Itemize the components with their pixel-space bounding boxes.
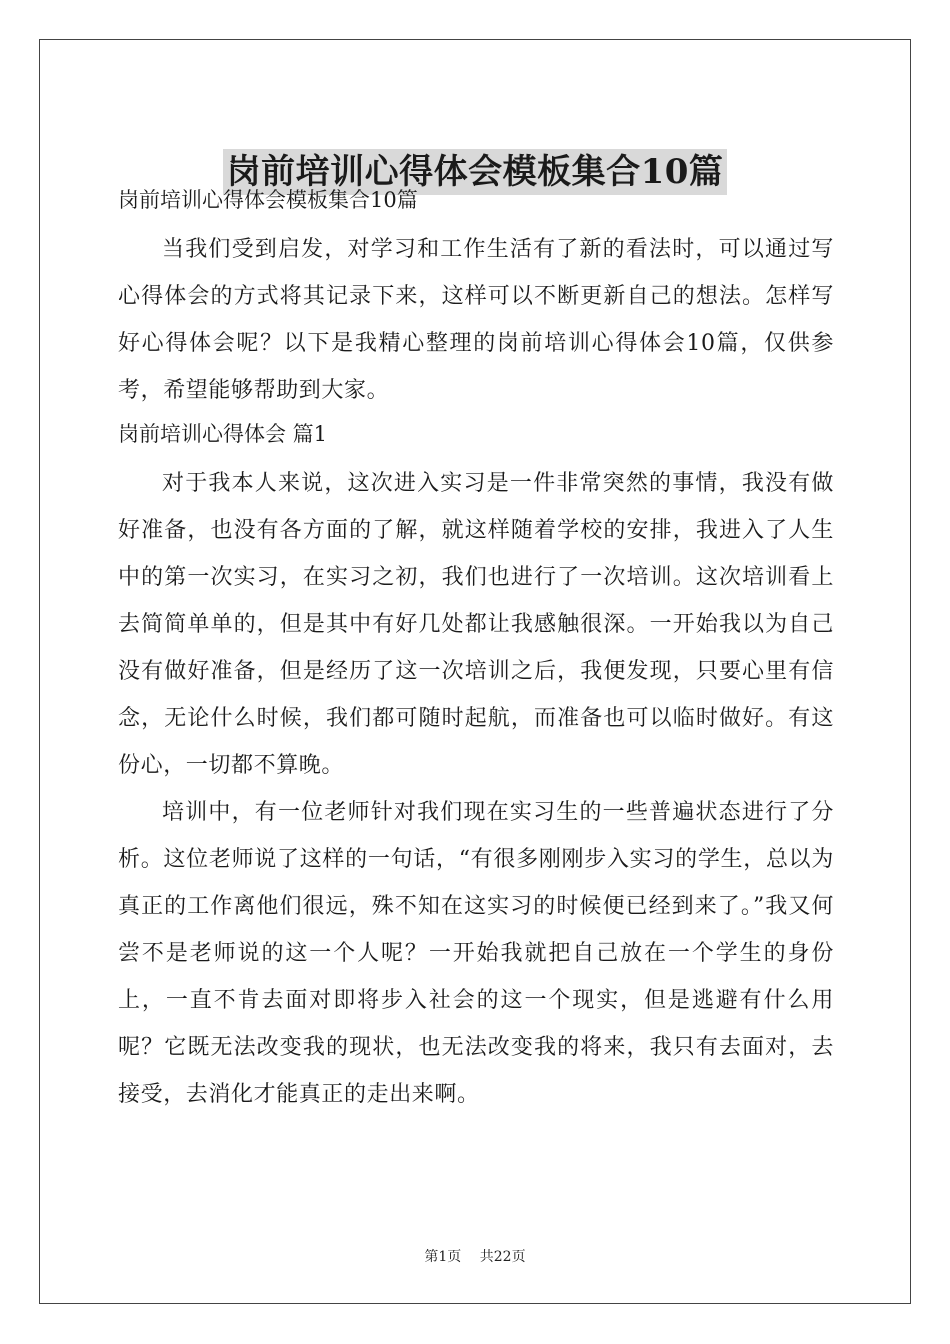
page-number: 第1页: [424, 1249, 462, 1265]
page-count: 共22页: [479, 1249, 526, 1265]
document-subtitle: 岗前培训心得体会模板集合10篇: [118, 188, 418, 212]
section-heading: 岗前培训心得体会 篇1: [118, 422, 328, 446]
body-paragraph: 培训中，有一位老师针对我们现在实习生的一些普遍状态进行了分析。这位老师说了这样的一句话，“有很多刚刚步入实习的学生，总以为真正的工作离他们很远，殊不知在这实习的时候便已经到来了。”我又何尝不是老师说的这一个人呢？一开始我就把自己放在一个学生的身份上，一直不肯去面对即将步入社会的这一个现实，但是逃避有什么用呢？它既无法改变我的现状，也无法改变我的将来，我只有去面对，去接受，去消化才能真正的走出来啊。: [118, 800, 834, 1107]
document-title: 岗前培训心得体会模板集合10篇: [223, 149, 728, 195]
document-body: [118, 180, 834, 1118]
page-footer: [0, 1246, 950, 1266]
intro-paragraph: 当我们受到启发，对学习和工作生活有了新的看法时，可以通过写心得体会的方式将其记录下来，这样可以不断更新自己的想法。怎样写好心得体会呢？以下是我精心整理的岗前培训心得体会10篇，仅供参考，希望能够帮助到大家。: [118, 237, 834, 403]
body-paragraph: 对于我本人来说，这次进入实习是一件非常突然的事情，我没有做好准备，也没有各方面的了解，就这样随着学校的安排，我进入了人生中的第一次实习，在实习之初，我们也进行了一次培训。这次培训看上去简简单单的，但是其中有好几处都让我感触很深。一开始我以为自己没有做好准备，但是经历了这一次培训之后，我便发现，只要心里有信念，无论什么时候，我们都可随时起航，而准备也可以临时做好。有这份心，一切都不算晚。: [118, 471, 834, 778]
